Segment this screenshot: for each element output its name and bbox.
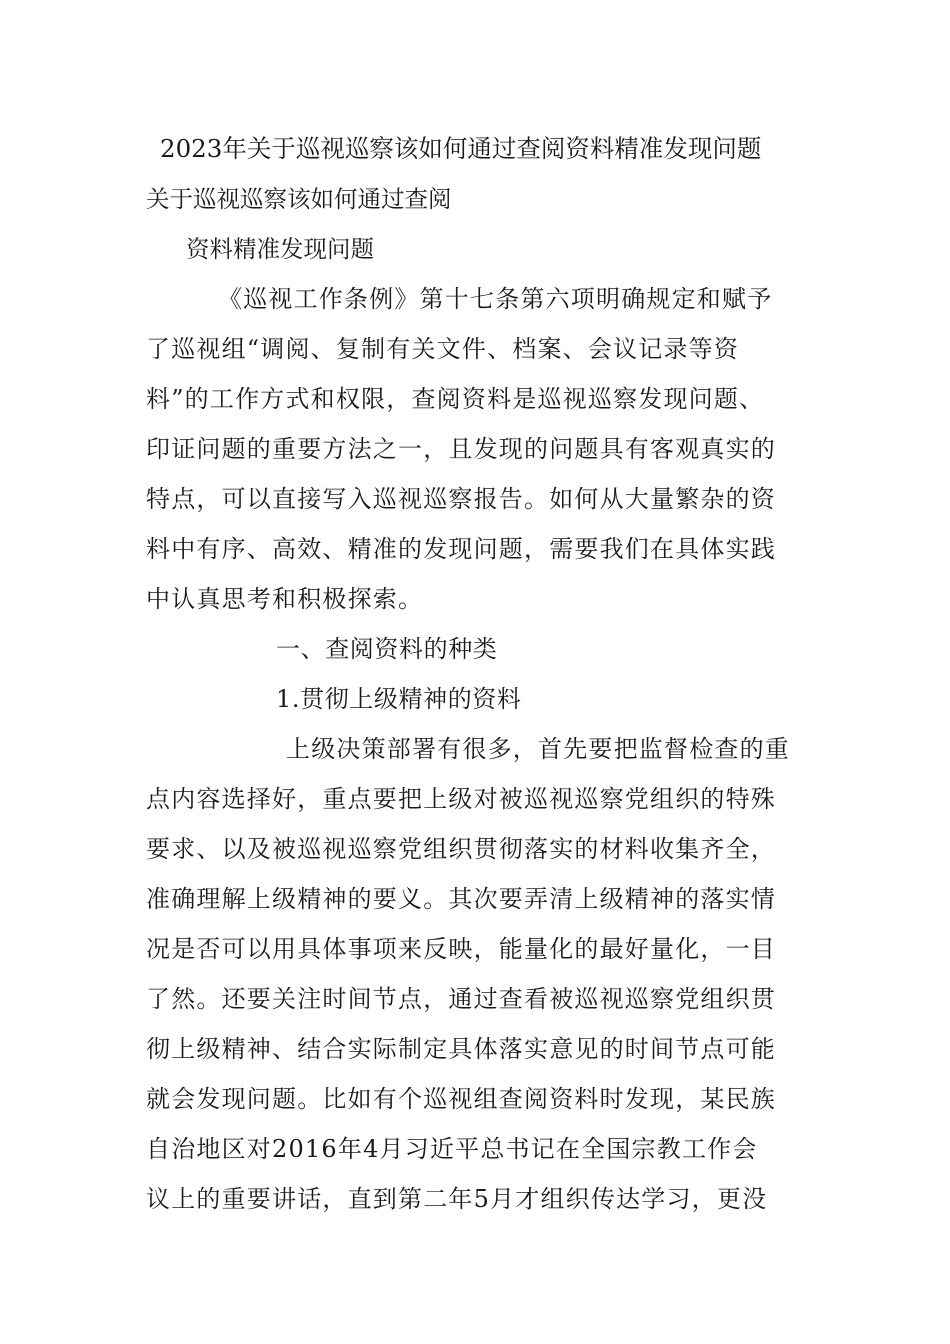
body-paragraph-line: 了然。还要关注时间节点，通过查看被巡视巡察党组织贯 [146,985,776,1013]
body-paragraph-line: 就会发现问题。比如有个巡视组查阅资料时发现，某民族 [146,1085,776,1113]
intro-paragraph-line: 印证问题的重要方法之一，且发现的问题具有客观真实的 [146,435,776,463]
document-title-line-1: 2023年关于巡视巡察该如何通过查阅资料精准发现问题 [160,134,762,163]
body-paragraph-line: 自治地区对2016年4月习近平总书记在全国宗教工作会 [146,1135,758,1163]
body-paragraph-line: 要求、以及被巡视巡察党组织贯彻落实的材料收集齐全， [146,835,776,863]
intro-paragraph-line: 特点，可以直接写入巡视巡察报告。如何从大量繁杂的资 [146,485,776,513]
intro-paragraph-line: 了巡视组“调阅、复制有关文件、档案、会议记录等资 [146,335,740,363]
body-paragraph-line: 况是否可以用具体事项来反映，能量化的最好量化，一目 [146,935,776,963]
body-paragraph-line: 点内容选择好，重点要把上级对被巡视巡察党组织的特殊 [146,785,776,813]
body-paragraph-line: 彻上级精神、结合实际制定具体落实意见的时间节点可能 [146,1035,776,1063]
intro-paragraph-line: 料中有序、高效、精准的发现问题，需要我们在具体实践 [146,535,776,563]
subsection-heading: 1.贯彻上级精神的资料 [276,685,522,713]
body-paragraph-line: 上级决策部署有很多，首先要把监督检查的重 [286,735,790,763]
document-title-line-3: 资料精准发现问题 [186,235,374,263]
body-paragraph-line: 议上的重要讲话，直到第二年5月才组织传达学习，更没 [146,1185,768,1213]
intro-paragraph-line: 《巡视工作条例》第十七条第六项明确规定和赋予 [218,285,773,313]
body-paragraph-line: 准确理解上级精神的要义。其次要弄清上级精神的落实情 [146,885,776,913]
document-title-line-2: 关于巡视巡察该如何通过查阅 [146,185,452,213]
intro-paragraph-line: 料”的工作方式和权限，查阅资料是巡视巡察发现问题、 [146,385,765,413]
intro-paragraph-line: 中认真思考和积极探索。 [146,585,424,613]
section-heading: 一、查阅资料的种类 [276,635,498,663]
